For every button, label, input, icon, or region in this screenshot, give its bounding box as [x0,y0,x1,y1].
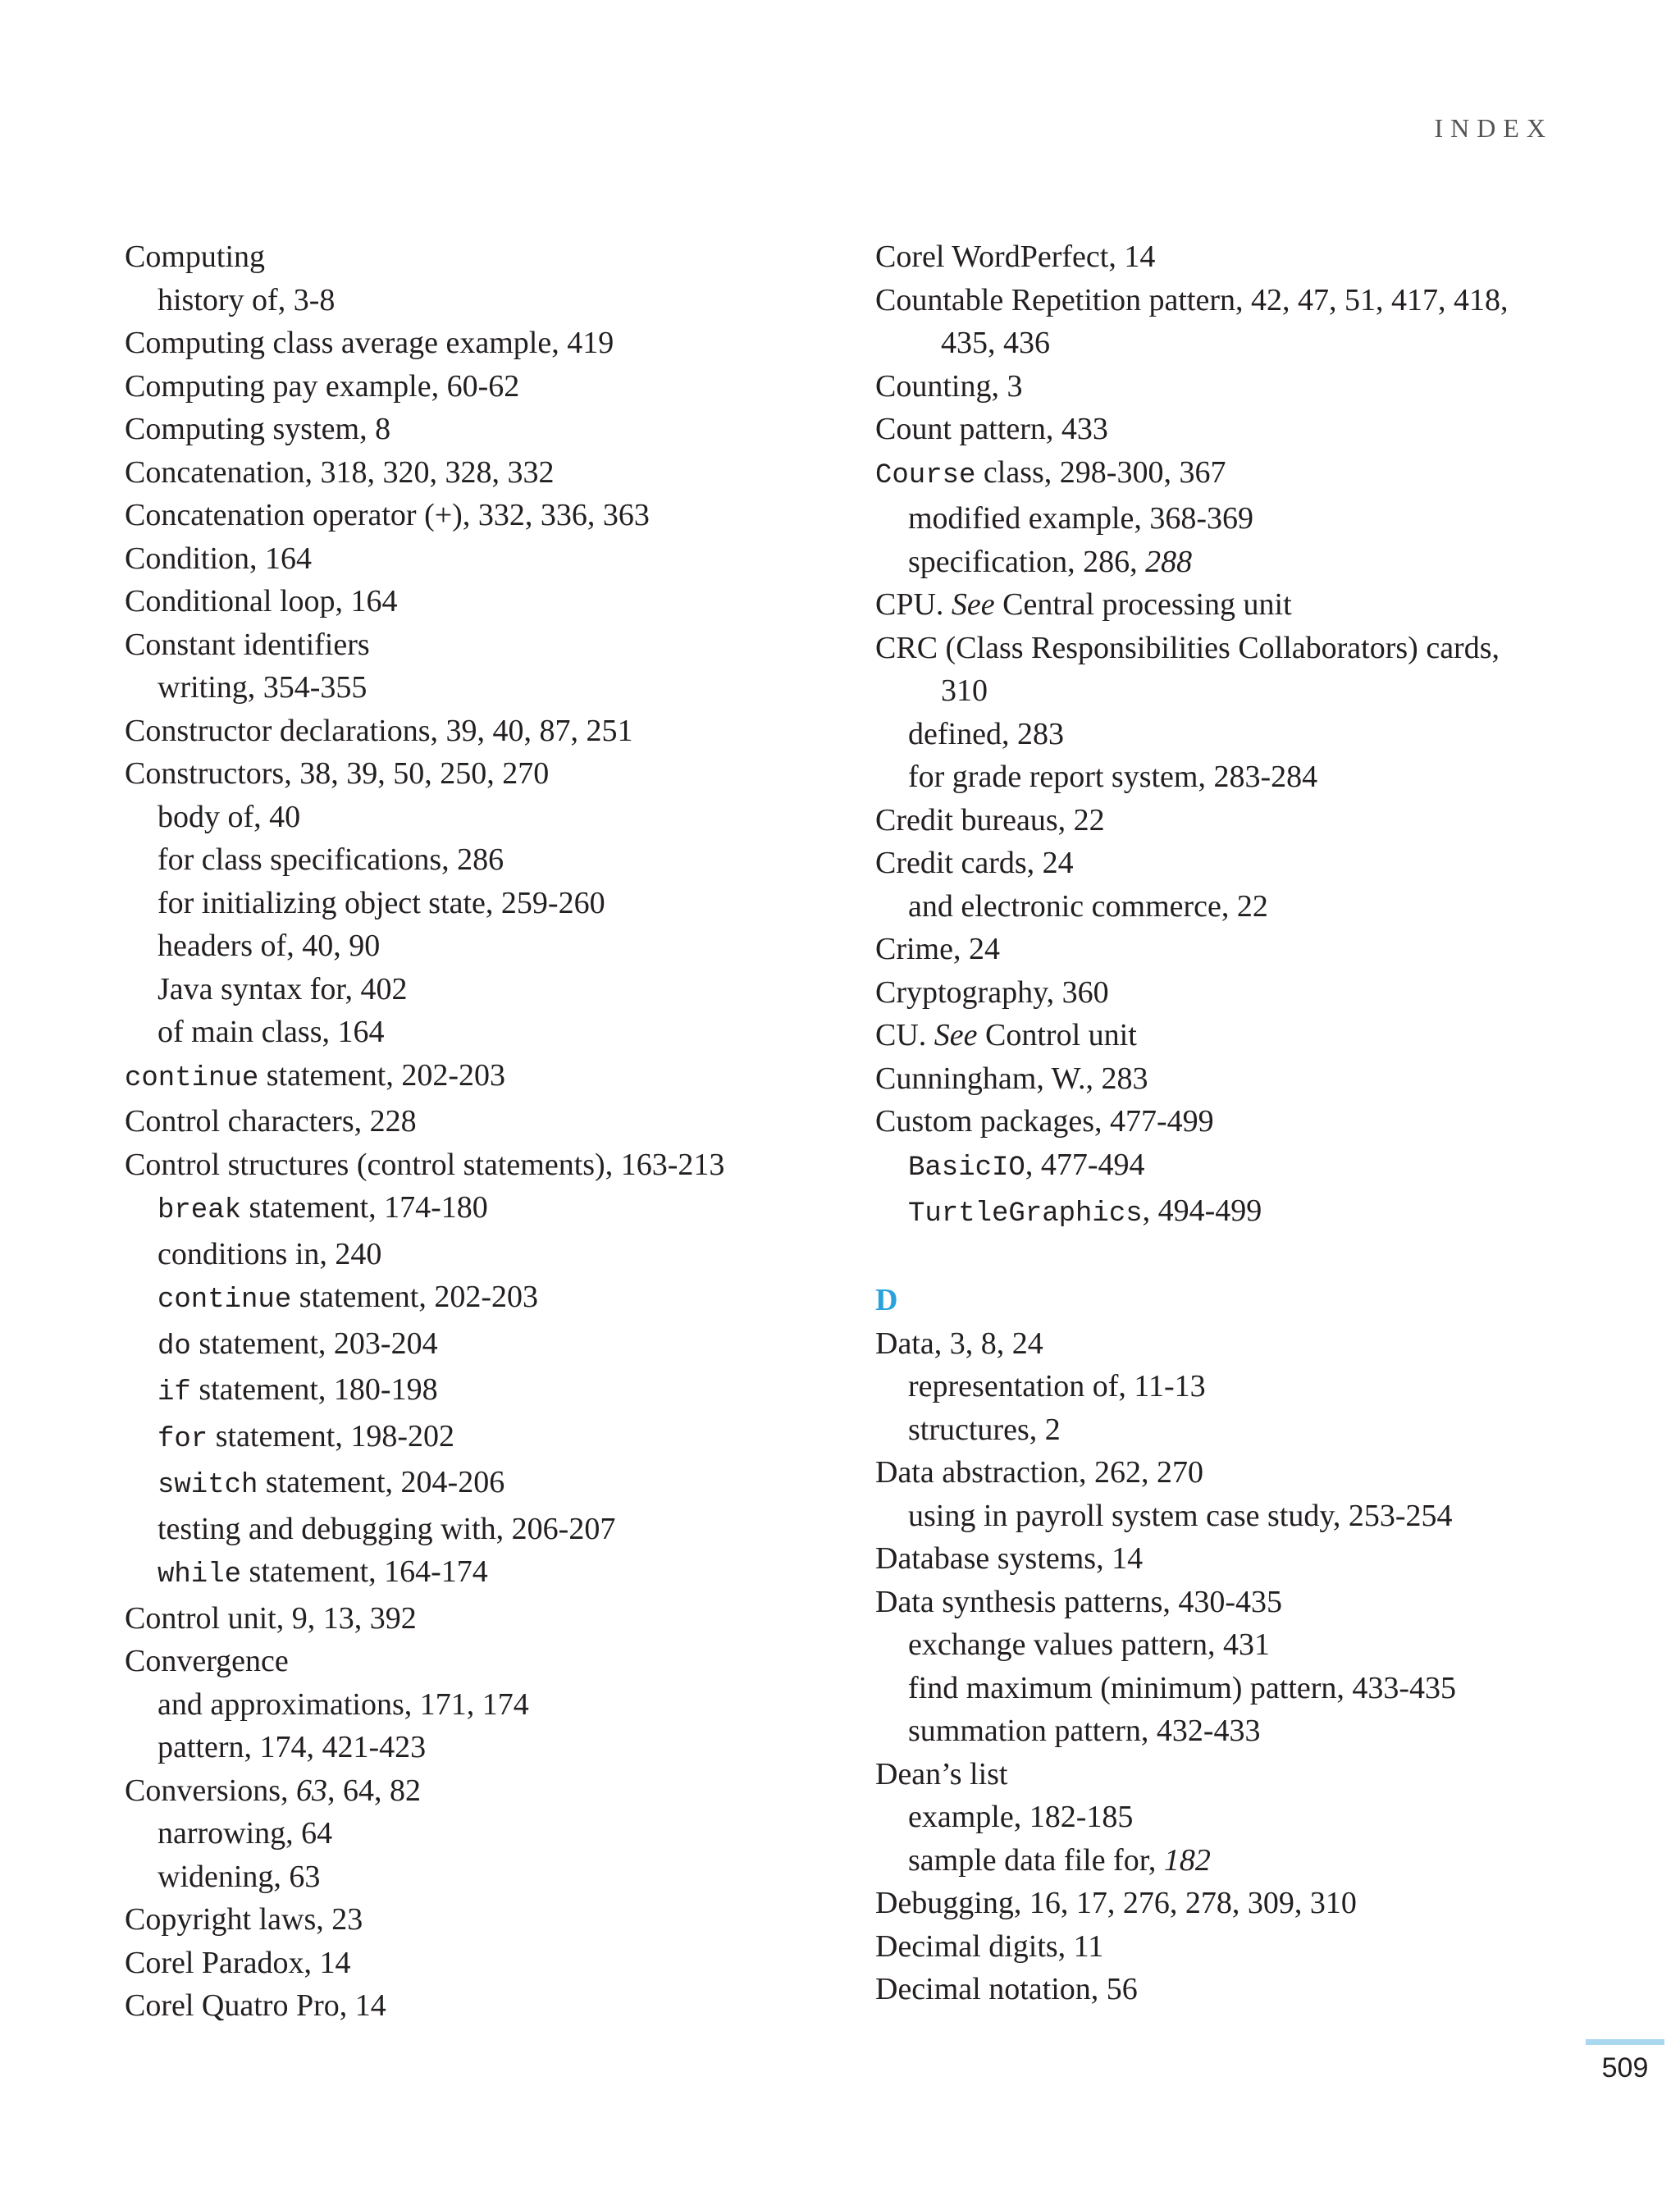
index-subentry [125,968,863,1011]
index-subentry [875,1709,1614,1753]
index-entry [125,408,863,451]
index-entry [125,1898,863,1942]
code-term: do [158,1330,191,1362]
index-entry [125,1143,863,1187]
index-subentry [125,1508,863,1551]
index-subentry [875,1143,1614,1190]
index-subentry [125,1011,863,1054]
index-entry [125,1640,863,1683]
entry-text: statement, 174-180 [241,1190,488,1225]
code-term: break [158,1195,242,1226]
entry-text: Data synthesis patterns, 430-435 [875,1584,1283,1619]
entry-text: Copyright laws, 23 [125,1902,363,1937]
entry-text: representation of, 11-13 [908,1369,1206,1403]
index-subentry [875,1495,1614,1538]
section-spacer [875,1236,1614,1280]
entry-text: modified example, 368-369 [908,501,1254,536]
index-subentry [875,1623,1614,1667]
entry-text: Constant identifiers [125,627,370,662]
index-entry [875,1451,1614,1495]
entry-text: statement, 198-202 [208,1418,454,1454]
entry-text: Cunningham, W., 283 [875,1061,1148,1096]
entry-text: widening, 63 [158,1859,321,1894]
entry-text: Concatenation operator (+), 332, 336, 363 [125,498,650,532]
entry-text: Cryptography, 360 [875,974,1109,1010]
entry-text: body of, 40 [158,799,301,834]
entry-text: using in payroll system case study, 253-254 [908,1498,1453,1533]
entry-text: Computing pay example, 60-62 [125,368,520,404]
index-subentry [125,1186,863,1233]
index-subentry [875,1189,1614,1236]
index-entry [125,537,863,581]
index-entry [875,1925,1614,1969]
entry-text: 435, 436 [941,326,1050,360]
index-subentry [125,1461,863,1508]
entry-text: CU. [875,1018,934,1052]
index-entry [875,971,1614,1015]
code-term: Course [875,459,976,491]
entry-text: Data abstraction, 262, 270 [875,1455,1203,1490]
entry-text: Control unit [977,1018,1137,1052]
entry-text: testing and debugging with, 206-207 [158,1511,616,1546]
entry-text: statement, 202-203 [291,1280,539,1314]
entry-text: , 494-499 [1142,1193,1262,1228]
entry-text: defined, 283 [908,716,1064,751]
index-entry [875,583,1614,627]
index-entry [875,279,1614,322]
index-entry [125,322,863,365]
index-entry [125,365,863,408]
entry-text: Custom packages, 477-499 [875,1104,1214,1139]
index-entry [125,710,863,753]
index-entry [125,1769,863,1813]
index-entry [875,1014,1614,1057]
entry-text: and electronic commerce, 22 [908,888,1268,924]
code-term: while [158,1559,242,1591]
entry-text: statement, 203-204 [190,1326,438,1361]
code-term: if [158,1377,191,1408]
entry-text: Convergence [125,1644,289,1678]
entry-text: Count pattern, 433 [875,412,1108,446]
letter-heading-text: D [875,1283,898,1317]
italic-text: 63 [296,1773,327,1808]
entry-text: headers of, 40, 90 [158,929,381,963]
index-entry [875,451,1614,498]
index-entry [125,1100,863,1143]
code-term: switch [158,1470,258,1501]
index-entry [875,928,1614,971]
index-subentry [125,1683,863,1727]
index-subentry [875,497,1614,541]
entry-text: of main class, 164 [158,1015,385,1049]
index-subentry [125,279,863,322]
entry-text: CRC (Class Responsibilities Collaborators) cards, [875,630,1500,665]
italic-text: 182 [1163,1842,1211,1878]
index-entry [875,1537,1614,1581]
code-term: continue [125,1062,259,1094]
entry-text: Control unit, 9, 13, 392 [125,1600,417,1636]
entry-text: for initializing object state, 259-260 [158,885,605,920]
entry-text: , 64, 82 [327,1773,421,1808]
index-entry [125,623,863,667]
entry-text: Control characters, 228 [125,1104,417,1139]
index-entry [875,1057,1614,1101]
index-subentry [125,924,863,968]
entry-text: Database systems, 14 [875,1541,1144,1576]
index-entry [875,235,1614,279]
entry-text: 310 [941,673,988,708]
index-subentry [125,1276,863,1322]
entry-text: class, 298-300, 367 [975,454,1226,490]
index-subentry [875,1408,1614,1452]
entry-text: Crime, 24 [875,932,1000,966]
entry-text: Dean’s list [875,1756,1008,1791]
entry-text: Condition, 164 [125,541,313,576]
italic-text: See [934,1018,978,1052]
index-entry [875,842,1614,885]
entry-text: structures, 2 [908,1412,1061,1447]
index-subentry [875,885,1614,929]
italic-text: 288 [1145,544,1193,579]
entry-text: Constructors, 38, 39, 50, 250, 270 [125,756,550,791]
index-column-left [125,235,863,2028]
entry-text: narrowing, 64 [158,1816,333,1851]
entry-text: Constructor declarations, 39, 40, 87, 251 [125,713,633,748]
entry-text: Central processing unit [994,587,1292,622]
entry-text: Debugging, 16, 17, 276, 278, 309, 310 [875,1886,1357,1920]
running-head: INDEX [1434,113,1553,143]
code-term: continue [158,1285,292,1316]
index-entry [125,1942,863,1985]
entry-text: exchange values pattern, 431 [908,1627,1271,1662]
entry-text: Decimal digits, 11 [875,1928,1104,1964]
entry-text: for class specifications, 286 [158,842,504,877]
folio-accent-bar [1586,2039,1664,2045]
entry-text: Computing class average example, 419 [125,326,614,360]
index-subentry [125,1233,863,1276]
index-entry [125,1597,863,1641]
entry-text: sample data file for, [908,1842,1164,1878]
index-entry [875,627,1614,670]
index-subentry [125,1415,863,1462]
index-entry [875,1753,1614,1796]
entry-text: statement, 204-206 [258,1465,505,1499]
index-subentry [125,1550,863,1597]
code-term: BasicIO [908,1152,1025,1184]
index-subentry [125,1322,863,1369]
index-subentry [125,1812,863,1855]
entry-text: Corel Quatro Pro, 14 [125,1988,386,2023]
entry-text: Counting, 3 [875,368,1023,404]
index-subentry [875,713,1614,756]
index-subentry [125,1368,863,1415]
entry-text: example, 182-185 [908,1800,1134,1834]
index-entry [125,451,863,495]
code-term: TurtleGraphics [908,1198,1143,1230]
entry-text: specification, 286, [908,544,1146,579]
index-entry [875,365,1614,408]
index-entry [125,752,863,796]
index-subentry [875,1796,1614,1839]
italic-text: See [951,587,995,622]
entry-text: statement, 164-174 [241,1554,488,1589]
index-entry [125,1054,863,1101]
index-subentry [875,1839,1614,1883]
index-subentry [125,666,863,710]
page-number: 509 [1601,2052,1649,2083]
index-entry [875,1581,1614,1624]
entry-text: Concatenation, 318, 320, 328, 332 [125,454,555,490]
entry-text: Corel Paradox, 14 [125,1945,351,1980]
index-entry [125,1984,863,2028]
entry-text: statement, 180-198 [190,1372,438,1407]
entry-text: Java syntax for, 402 [158,971,408,1006]
index-subentry [125,882,863,925]
index-subentry [125,838,863,882]
index-entry [125,494,863,537]
index-subentry [875,322,1614,365]
index-subentry [125,1726,863,1769]
entry-text: Decimal notation, 56 [875,1972,1138,2006]
index-subentry [875,541,1614,584]
entry-text: history of, 3-8 [158,282,336,317]
entry-text: Credit bureaus, 22 [875,802,1105,838]
index-subentry [875,755,1614,799]
entry-text: , 477-494 [1025,1147,1145,1182]
entry-text: conditions in, 240 [158,1236,382,1271]
index-entry [125,235,863,279]
entry-text: Control structures (control statements), 163-213 [125,1147,725,1182]
index-subentry [125,1855,863,1899]
index-entry [875,1322,1614,1366]
entry-text: Computing [125,240,266,274]
entry-text: and approximations, 171, 174 [158,1686,529,1722]
entry-text: Data, 3, 8, 24 [875,1326,1043,1361]
index-subentry [875,1365,1614,1408]
code-term: for [158,1423,208,1455]
index-entry [875,408,1614,451]
entry-text: writing, 354-355 [158,670,368,705]
entry-text: summation pattern, 432-433 [908,1714,1261,1748]
entry-text: Computing system, 8 [125,412,391,446]
index-entry [875,1968,1614,2011]
entry-text: CPU. [875,587,952,622]
index-entry [125,580,863,623]
index-subentry [875,669,1614,713]
index-entry [875,799,1614,842]
index-subentry [875,1667,1614,1710]
entry-text: Conversions, [125,1773,296,1808]
index-entry [875,1882,1614,1925]
entry-text: find maximum (minimum) pattern, 433-435 [908,1670,1457,1705]
section-letter-heading [875,1279,1614,1322]
entry-text: Countable Repetition pattern, 42, 47, 51, 417, 418, [875,282,1509,317]
entry-text: Credit cards, 24 [875,846,1074,880]
entry-text: for grade report system, 283-284 [908,760,1318,794]
index-column-right [875,235,1614,2011]
entry-text: statement, 202-203 [258,1057,506,1093]
entry-text: pattern, 174, 421-423 [158,1730,427,1764]
entry-text: Conditional loop, 164 [125,584,398,618]
index-entry [875,1100,1614,1143]
entry-text: Corel WordPerfect, 14 [875,240,1156,274]
index-subentry [125,796,863,839]
